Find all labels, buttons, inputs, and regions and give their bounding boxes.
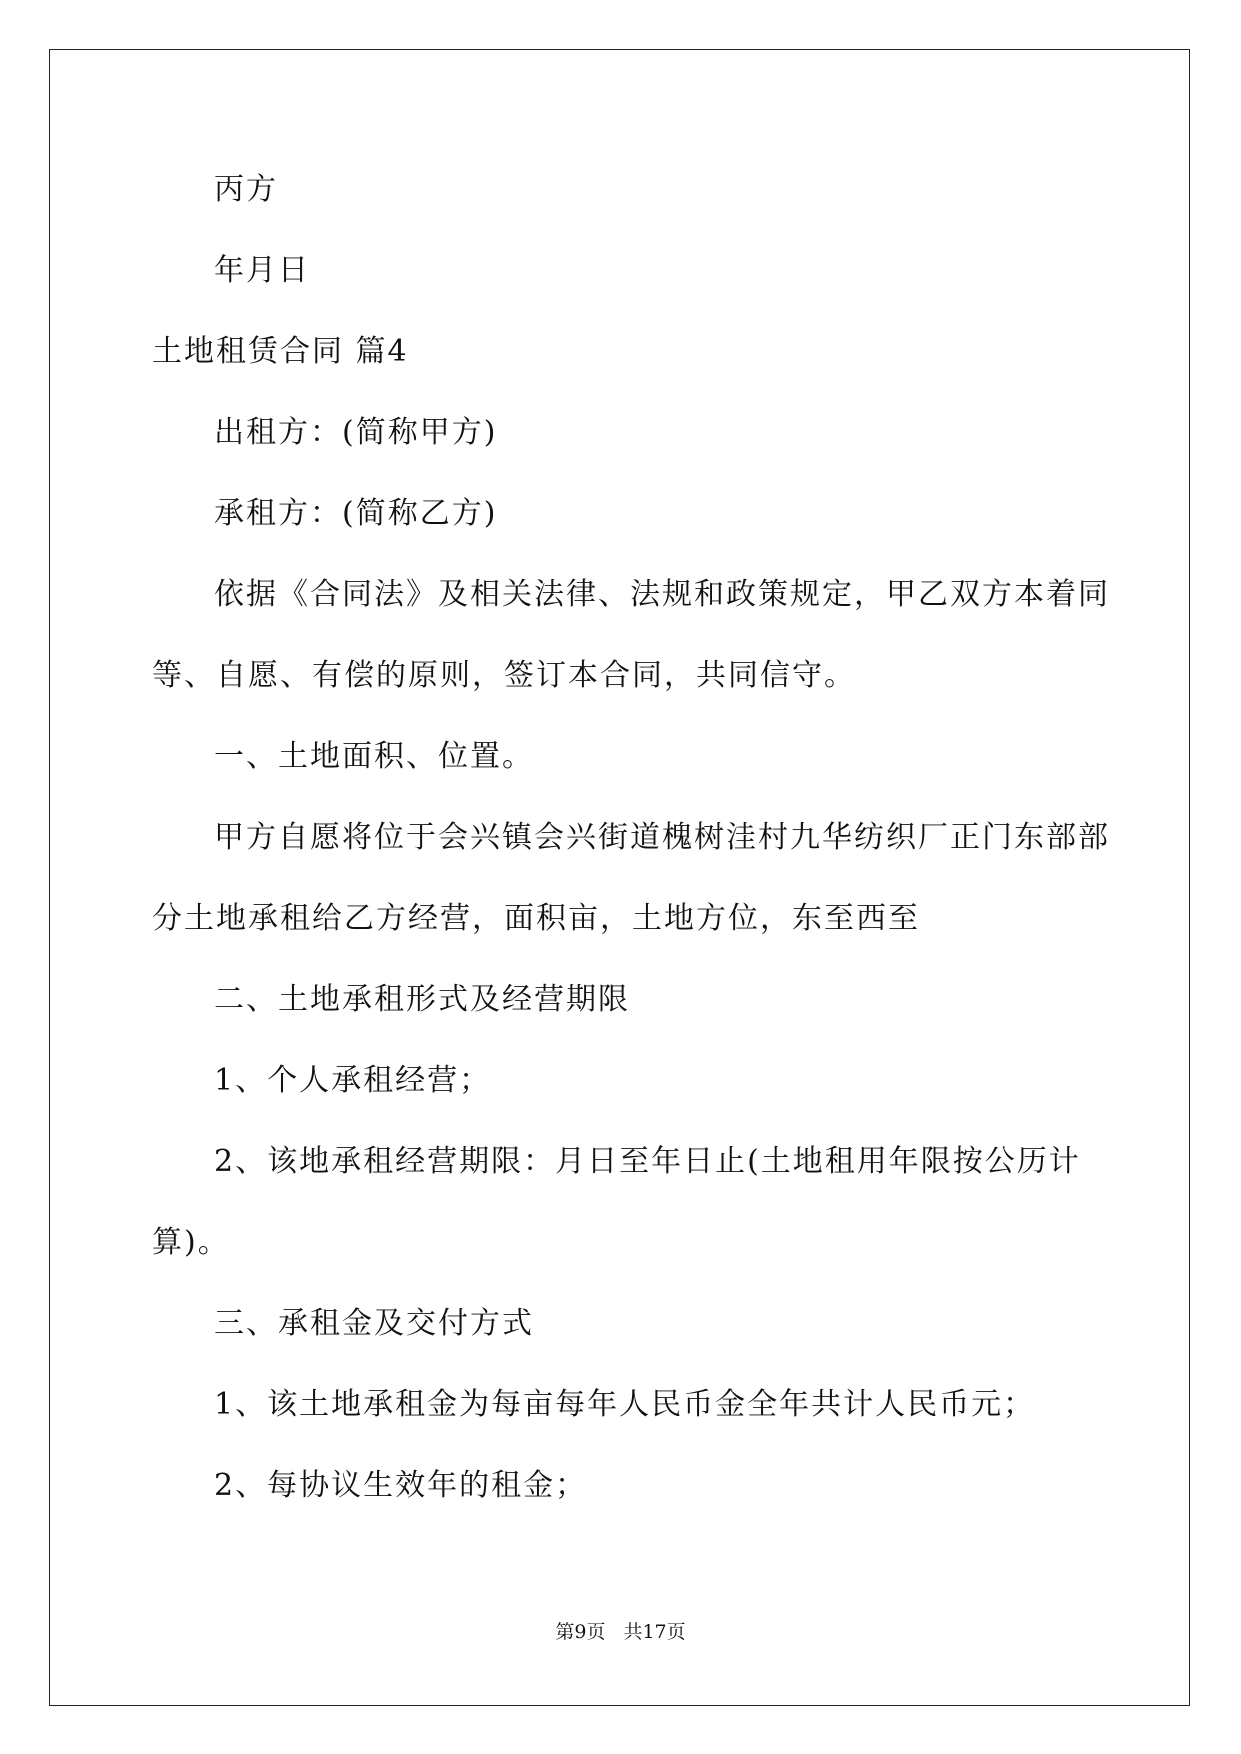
text-line: 甲方自愿将位于会兴镇会兴街道槐树洼村九华纺织厂正门东部部: [214, 820, 1110, 855]
text-line: 三、承租金及交付方式: [214, 1306, 534, 1341]
text-line: 一、土地面积、位置。: [214, 739, 534, 774]
text-line: 丙方: [214, 172, 278, 207]
text-line: 1、该土地承租金为每亩每年人民币金全年共计人民币元；: [214, 1387, 1036, 1422]
text-line: 依据《合同法》及相关法律、法规和政策规定，甲乙双方本着同: [214, 577, 1110, 612]
page-number: 第9页: [555, 1621, 606, 1643]
page-border: [49, 49, 1190, 1706]
text-line: 等、自愿、有偿的原则，签订本合同，共同信守。: [152, 658, 856, 693]
text-line: 2、每协议生效年的租金；: [214, 1468, 588, 1503]
text-line: 二、土地承租形式及经营期限: [214, 982, 630, 1017]
text-line: 年月日: [214, 253, 310, 288]
text-line: 1、个人承租经营；: [214, 1063, 492, 1098]
text-line: 承租方：(简称乙方): [214, 496, 498, 531]
text-line: 分土地承租给乙方经营，面积亩，土地方位，东至西至: [152, 901, 920, 936]
text-line: 2、该地承租经营期限：月日至年日止(土地租用年限按公历计: [214, 1144, 1081, 1179]
text-line: 算)。: [152, 1225, 230, 1260]
page-footer: [0, 1620, 1241, 1644]
total-pages: 共17页: [623, 1621, 686, 1643]
text-line: 出租方：(简称甲方): [214, 415, 498, 450]
section-heading: 土地租赁合同 篇4: [152, 334, 409, 369]
